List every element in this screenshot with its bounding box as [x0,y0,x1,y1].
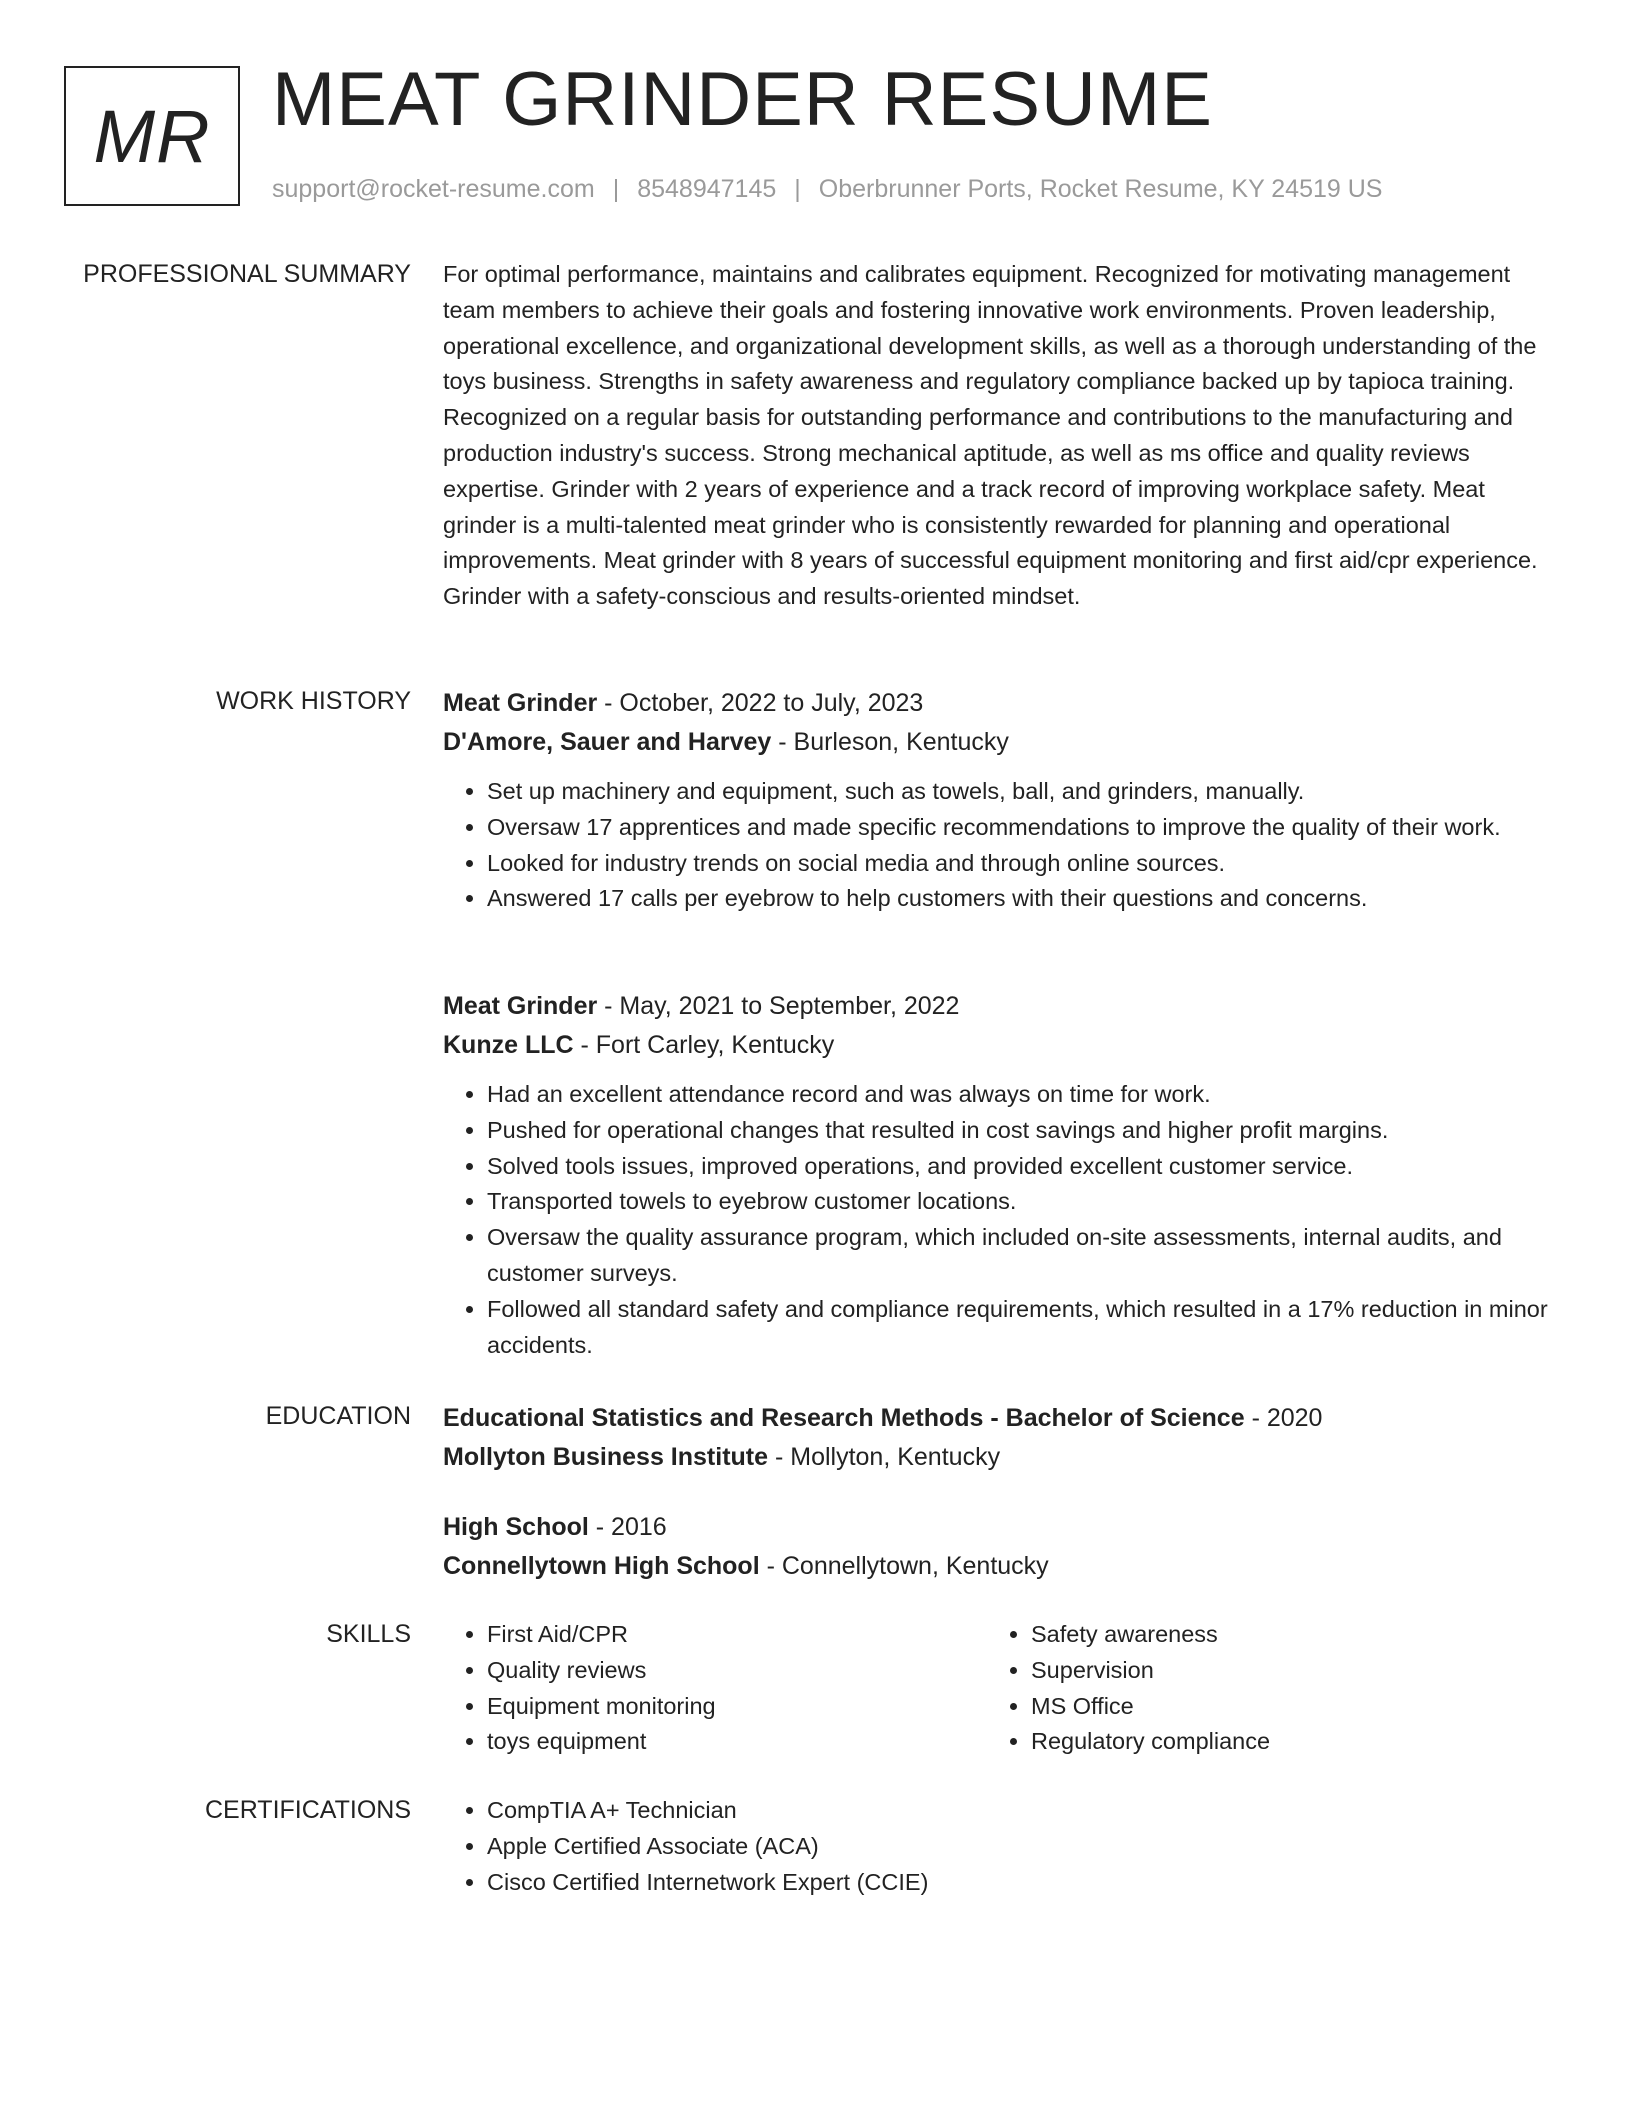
contact-separator: | [612,175,620,203]
job-bullet: • Transported towels to eyebrow customer locations. [487,1184,1548,1220]
contact-line [272,172,1382,206]
section-title-work-history: WORK HISTORY [216,687,411,715]
job-bullet: • Pushed for operational changes that resulted in cost savings and higher profit margins. [487,1113,1548,1149]
job-bullet-list [443,1077,1548,1363]
skills-grid [443,1617,1548,1760]
skills-body [443,1617,1548,1760]
job-bullet: • Solved tools issues, improved operations, and provided excellent customer service. [487,1149,1548,1185]
skill-item: • Safety awareness [1031,1617,1531,1653]
education-school: Mollyton Business Institute [443,1443,769,1471]
contact-address: Oberbrunner Ports, Rocket Resume, KY 24519 US [818,175,1383,203]
summary-body [443,257,1548,615]
job-role-line [443,684,1548,723]
job-company: D'Amore, Sauer and Harvey [443,728,772,756]
skills-column [443,1617,987,1760]
skill-item: • First Aid/CPR [487,1617,987,1653]
job-bullet: • Oversaw 17 apprentices and made specific recommendations to improve the quality of their work. [487,810,1548,846]
job-location: - Fort Carley, Kentucky [573,1031,835,1059]
contact-email[interactable]: support@rocket-resume.com [272,175,595,203]
section-title-summary: PROFESSIONAL SUMMARY [83,260,411,288]
skill-item: • toys equipment [487,1724,987,1760]
job-company-line [443,723,1548,762]
education-school-line [443,1547,1548,1586]
job-bullet: • Followed all standard safety and compliance requirements, which resulted in a 17% reduction in minor accidents. [487,1292,1548,1364]
certification-item: • Cisco Certified Internetwork Expert (CCIE) [487,1865,928,1901]
job-dates: - October, 2022 to July, 2023 [597,689,924,717]
monogram-logo: MR [64,66,240,206]
skill-item: • Regulatory compliance [1031,1724,1531,1760]
summary-text: For optimal performance, maintains and calibrates equipment. Recognized for motivating management team members to achieve their goals and fostering innovative work environments. Proven leadership, operational excellence, and organizational development skills, as well as a thorough understanding of the toys business. Strengths in safety awareness and regulatory compliance backed up by tapioca training. Recognized on a regular basis for outstanding performance and contributions to the manufacturing and production industry's success. Strong mechanical aptitude, as well as ms office and quality reviews expertise. Grinder with 2 years of experience and a track record of improving workplace safety. Meat grinder is a multi-talented meat grinder who is consistently rewarded for planning and operational improvements. Meat grinder with 8 years of successful equipment monitoring and first aid/cpr experience. Grinder with a safety-conscious and results-oriented mindset. [443,261,1538,610]
job-entry [443,987,1548,1363]
education-degree: High School [443,1513,589,1541]
job-bullet: • Oversaw the quality assurance program, which included on-site assessments, internal audits, and customer surveys. [487,1220,1548,1292]
job-role-line [443,987,1548,1026]
job-company-line [443,1026,1548,1065]
education-degree-line [443,1508,1548,1547]
job-company: Kunze LLC [443,1031,574,1059]
certifications-list [443,1793,928,1900]
contact-phone[interactable]: 8548947145 [637,175,777,203]
section-title-certifications: CERTIFICATIONS [204,1796,411,1824]
education-school: Connellytown High School [443,1552,760,1580]
job-role: Meat Grinder [443,689,598,717]
job-entry [443,684,1548,917]
education-location: - Connellytown, Kentucky [759,1552,1049,1580]
education-school-line [443,1438,1548,1477]
job-bullet-list [443,774,1548,917]
section-title-skills: SKILLS [326,1620,411,1648]
job-bullet: • Had an excellent attendance record and was always on time for work. [487,1077,1548,1113]
skill-item: • Equipment monitoring [487,1689,987,1725]
education-entry [443,1399,1548,1477]
job-bullet: • Answered 17 calls per eyebrow to help customers with their questions and concerns. [487,881,1548,917]
education-year: - 2016 [588,1513,667,1541]
certification-item: • CompTIA A+ Technician [487,1793,928,1829]
certification-item: • Apple Certified Associate (ACA) [487,1829,928,1865]
resume-title: MEAT GRINDER RESUME [272,57,1213,142]
skill-item: • MS Office [1031,1689,1531,1725]
skills-column [987,1617,1531,1760]
skill-item: • Quality reviews [487,1653,987,1689]
education-degree-line [443,1399,1548,1438]
section-title-education: EDUCATION [265,1402,411,1430]
education-degree: Educational Statistics and Research Methods - Bachelor of Science [443,1404,1245,1432]
education-entry [443,1508,1548,1586]
job-bullet: • Set up machinery and equipment, such as towels, ball, and grinders, manually. [487,774,1548,810]
job-location: - Burleson, Kentucky [771,728,1009,756]
certifications-body [443,1793,1548,1900]
job-role: Meat Grinder [443,992,598,1020]
job-bullet: • Looked for industry trends on social media and through online sources. [487,846,1548,882]
education-year: - 2020 [1244,1404,1323,1432]
skill-item: • Supervision [1031,1653,1531,1689]
education-location: - Mollyton, Kentucky [768,1443,1001,1471]
contact-separator: | [794,175,801,203]
job-dates: - May, 2021 to September, 2022 [597,992,960,1020]
certifications-list-wrap [443,1793,1548,1900]
